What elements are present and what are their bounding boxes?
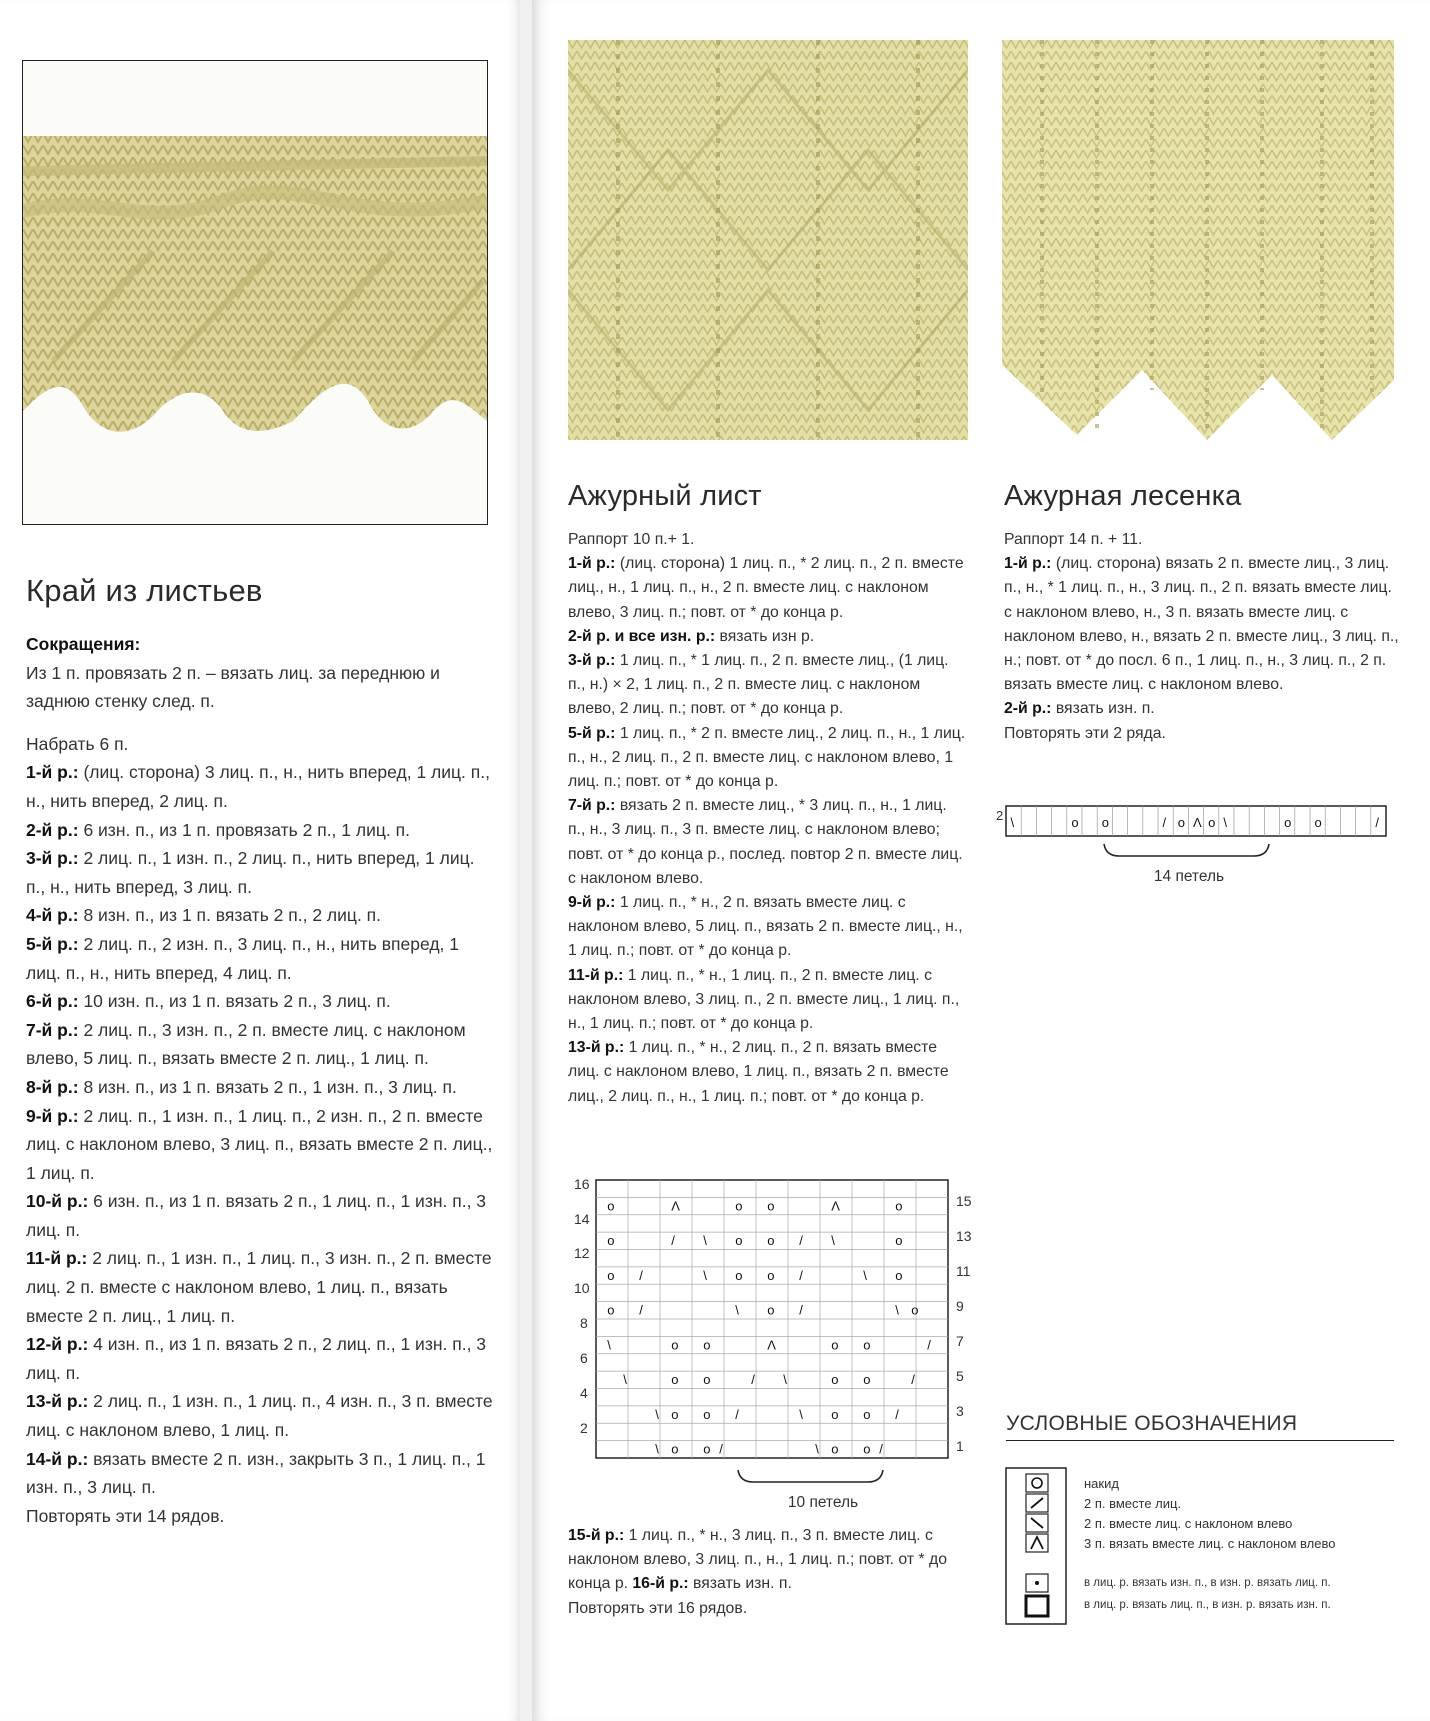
chart-symbol: \	[1223, 815, 1227, 830]
chart-symbol: o	[703, 1372, 711, 1388]
row-number: 15	[956, 1193, 972, 1209]
openwork-leaf-photo	[568, 40, 968, 440]
row-item: 6-й р.: 10 изн. п., из 1 п. вязать 2 п., 3 лиц. п.	[26, 991, 391, 1012]
row-item: 2-й р.: 6 изн. п., из 1 п. провязать 2 п., 1 лиц. п.	[26, 819, 410, 840]
chart-symbol: o	[1071, 815, 1079, 830]
row-number: 9	[956, 1298, 964, 1314]
row-item: 13-й р.: 1 лиц. п., * н., 2 лиц. п., 2 п. вязать вместе лиц. с наклоном влево, 1 лиц. п., вязать 2 п. вместе лиц., 2 лиц. п., н., 1 лиц. п.; повт. от * до конца р.	[568, 1039, 949, 1105]
ladder-chart	[994, 800, 1394, 870]
row-number: 3	[956, 1403, 964, 1419]
chart-symbol: o	[831, 1337, 839, 1353]
chart-symbol: o	[703, 1337, 711, 1353]
chart-symbol: /	[639, 1267, 643, 1283]
chart-symbol: o	[863, 1337, 871, 1353]
chart-symbol: Λ	[767, 1337, 776, 1353]
abbr-heading: Сокращения:	[26, 634, 141, 654]
chart-symbol: o	[671, 1372, 679, 1388]
chart-symbol: o	[735, 1233, 743, 1249]
row-item: 7-й р.: вязать 2 п. вместе лиц., * 3 лиц. п., н., 1 лиц. п., н., 3 лиц. п., 3 п. вместе лиц. с наклоном влево; повт. от * до конца р., послед. повтор 2 п. вместе лиц. с наклоном влево.	[568, 797, 963, 887]
row-item: 9-й р.: 2 лиц. п., 1 изн. п., 1 лиц. п., 2 изн. п., 2 п. вместе лиц. с наклоном влево, 3 лиц. п., вязать вместе 2 п. лиц., 1 лиц. п.	[26, 1105, 493, 1183]
chart-symbol: o	[1314, 815, 1322, 830]
row-number: 6	[580, 1350, 588, 1366]
chart-symbol: \	[783, 1372, 787, 1388]
chart-symbol: o	[767, 1233, 775, 1249]
chart-symbol: \	[895, 1302, 899, 1318]
middle-title: Ажурный лист	[568, 480, 762, 512]
row-item: 14-й р.: вязать вместе 2 п. изн., закрыть 3 п., 1 лиц. п., 1 изн. п., 3 лиц. п.	[26, 1448, 486, 1498]
chart-left-numbers	[574, 1176, 590, 1436]
repeat-text: Повторять эти 14 рядов.	[26, 1505, 225, 1526]
row-number: 7	[956, 1333, 964, 1349]
chart-symbol: /	[911, 1372, 915, 1388]
chart-symbol: /	[1162, 815, 1167, 830]
chart-symbol: Λ	[1192, 815, 1202, 830]
chart-symbol: o	[895, 1233, 903, 1249]
chart-symbol: o	[1208, 815, 1216, 830]
row-item: 2-й р. и все изн. р.: вязать изн р.	[568, 627, 815, 645]
chart-symbol: \	[703, 1267, 707, 1283]
row-item: 8-й р.: 8 изн. п., из 1 п. вязать 2 п., 1 изн. п., 3 лиц. п.	[26, 1076, 457, 1097]
row-number: 2	[996, 808, 1004, 823]
chart-symbol: /	[639, 1302, 643, 1318]
chart-symbol: o	[703, 1441, 711, 1457]
chart-symbol: o	[671, 1441, 679, 1457]
ladder-chart-caption: 14 петель	[1153, 868, 1225, 885]
chart-symbol: o	[895, 1198, 903, 1214]
chart-symbol: \	[607, 1337, 611, 1353]
legend-item: накид	[1084, 1476, 1119, 1491]
row-item: 10-й р.: 6 изн. п., из 1 п. вязать 2 п., 1 лиц. п., 1 изн. п., 3 лиц. п.	[26, 1191, 487, 1240]
chart-symbol: \	[735, 1302, 739, 1318]
chart-symbol: /	[895, 1406, 899, 1422]
leaf-edging-photo	[23, 61, 487, 524]
chart-symbol: o	[703, 1406, 711, 1422]
chart-symbol: \	[655, 1441, 659, 1457]
repeat-bracket	[1104, 844, 1269, 856]
row-item: 13-й р.: 2 лиц. п., 1 изн. п., 1 лиц. п., 4 изн. п., 3 п. вместе лиц. с наклоном влево, 1 лиц. п.	[26, 1391, 493, 1441]
right-instructions	[1004, 528, 1402, 746]
row-item: 2-й р.: вязать изн. п.	[1004, 700, 1155, 718]
chart-symbol: o	[1101, 815, 1109, 830]
row-number: 12	[574, 1245, 590, 1261]
middle-instructions	[568, 528, 968, 1109]
chart-symbol: \	[799, 1406, 803, 1422]
chart-symbol: o	[863, 1406, 871, 1422]
chart-symbol: /	[735, 1406, 739, 1422]
photo-frame	[22, 60, 488, 525]
chart-symbol: o	[863, 1441, 871, 1457]
chart-symbol: o	[831, 1406, 839, 1422]
chart-symbol: \	[655, 1406, 659, 1422]
legend-item: в лиц. р. вязать лиц. п., в изн. р. вязать изн. п.	[1084, 1599, 1331, 1611]
left-title: Край из листьев	[26, 573, 263, 608]
chart-symbol: /	[879, 1441, 883, 1457]
chart-symbol: /	[719, 1441, 723, 1457]
chart-symbol: \	[831, 1233, 835, 1249]
row16-label: 16-й р.:	[632, 1575, 689, 1593]
chart-symbol: /	[751, 1372, 755, 1388]
row-number: 5	[956, 1368, 964, 1384]
row-number: 8	[580, 1315, 588, 1331]
chart-symbol: o	[1177, 815, 1185, 830]
row-item: 7-й р.: 2 лиц. п., 3 изн. п., 2 п. вместе лиц. с наклоном влево, 5 лиц. п., вязать вместе 2 п. лиц., 1 лиц. п.	[26, 1019, 466, 1069]
chart-symbol: /	[799, 1302, 803, 1318]
row15-label: 15-й р.:	[568, 1527, 625, 1544]
row-item: 12-й р.: 4 изн. п., из 1 п. вязать 2 п., 2 лиц. п., 1 изн. п., 3 лиц. п.	[26, 1334, 487, 1383]
legend-title: УСЛОВНЫЕ ОБОЗНАЧЕНИЯ	[1006, 1412, 1298, 1435]
rapport-text: Раппорт 14 п. + 11.	[1004, 531, 1143, 548]
legend-item: 2 п. вместе лиц. с наклоном влево	[1084, 1516, 1293, 1531]
chart-symbol: o	[671, 1337, 679, 1353]
legend-symbols	[1004, 1466, 1068, 1626]
row-number: 16	[574, 1176, 590, 1192]
chart-symbol: o	[735, 1267, 743, 1283]
legend-divider	[1006, 1440, 1394, 1441]
chart-symbol: \	[1010, 815, 1015, 830]
row-number: 4	[580, 1385, 588, 1401]
row-number: 2	[580, 1420, 588, 1436]
chart-symbol: o	[767, 1267, 775, 1283]
chart-symbol: o	[607, 1233, 615, 1249]
row16-text: вязать изн. п.	[693, 1575, 792, 1593]
row-item: 5-й р.: 2 лиц. п., 2 изн. п., 3 лиц. п., н., нить вперед, 1 лиц. п., н., нить вперед, 4 лиц. п.	[26, 933, 460, 983]
row-item: 9-й р.: 1 лиц. п., * н., 2 п. вязать вместе лиц. с наклоном влево, 5 лиц. п., вязать 2 п. вместе лиц., н., 1 лиц. п.; повт. от * до конца р.	[568, 894, 963, 960]
chart-symbol: \	[815, 1441, 819, 1457]
row-item: 1-й р.: (лиц. сторона) 1 лиц. п., * 2 лиц. п., 2 п. вместе лиц., н., 1 лиц. п., н., 2 п. вместе лиц. с наклоном влево, 3 лиц. п.; повт. от * до конца р.	[568, 555, 964, 621]
chart-symbol: o	[863, 1372, 871, 1388]
left-page	[0, 0, 520, 1721]
chart-symbol: o	[607, 1198, 615, 1214]
chart-symbol: /	[799, 1267, 803, 1283]
leaf-chart-caption: 10 петель	[787, 1494, 859, 1511]
right-title: Ажурная лесенка	[1004, 480, 1242, 512]
left-instructions	[26, 630, 494, 1530]
row-item: 5-й р.: 1 лиц. п., * 2 п. вместе лиц., 2 лиц. п., н., 1 лиц. п., н., 2 лиц. п., 2 п. вместе лиц. с наклоном влево, 1 лиц. п.; повт. от * до конца р.	[568, 724, 966, 791]
chart-symbol: \	[703, 1233, 707, 1249]
middle-instructions-end	[568, 1524, 968, 1621]
row-item: 1-й р.: (лиц. сторона) вязать 2 п. вместе лиц., 3 лиц. п., н., * 1 лиц. п., н., 3 лиц. п., 2 п. вязать вместе лиц. с наклоном влево, н., 3 п. вязать вместе лиц. с наклоном влево, н., вязать 2 п. вместе лиц., 3 лиц. п., н.; повт. от * до посл. 6 п., 1 лиц. п., н., 3 лиц. п., 2 п. вязать вместе лиц. с наклоном влево.	[1004, 555, 1399, 694]
caston-text: Набрать 6 п.	[26, 733, 129, 754]
chart-symbol: o	[831, 1441, 839, 1457]
chart-symbol: /	[927, 1337, 931, 1353]
legend-item: 2 п. вместе лиц.	[1084, 1496, 1182, 1511]
right-page	[532, 0, 1430, 1721]
chart-symbol: o	[671, 1406, 679, 1422]
legend-item: в лиц. р. вязать изн. п., в изн. р. вязать лиц. п.	[1084, 1577, 1331, 1589]
chart-symbol: o	[1284, 815, 1292, 830]
chart-symbol: /	[1375, 815, 1379, 830]
legend-item: 3 п. вязать вместе лиц. с наклоном влево	[1084, 1536, 1336, 1551]
row-item: 4-й р.: 8 изн. п., из 1 п. вязать 2 п., 2 лиц. п.	[26, 905, 382, 926]
chart-symbol: o	[911, 1302, 919, 1318]
chart-symbol: o	[607, 1302, 615, 1318]
chart-symbol: /	[799, 1233, 803, 1249]
chart-symbol: \	[623, 1372, 627, 1388]
row-number: 10	[574, 1280, 590, 1296]
chart-symbol: \	[863, 1267, 867, 1283]
row-item: 11-й р.: 1 лиц. п., * н., 1 лиц. п., 2 п. вместе лиц. с наклоном влево, 3 лиц. п., 2 п. вместе лиц., 1 лиц. п., н., 1 лиц. п.; повт. от * до конца р.	[568, 966, 960, 1033]
chart-symbol: Λ	[671, 1198, 680, 1214]
row-item: 1-й р.: (лиц. сторона) 3 лиц. п., н., нить вперед, 1 лиц. п., н., нить вперед, 2 лиц. п.	[26, 762, 490, 811]
row-number: 11	[956, 1263, 971, 1279]
chart-right-numbers	[956, 1193, 972, 1454]
chart-symbol: o	[607, 1267, 615, 1283]
chart-symbol: o	[831, 1372, 839, 1388]
purl-dot-icon	[1035, 1581, 1039, 1585]
row-item: 3-й р.: 1 лиц. п., * 1 лиц. п., 2 п. вместе лиц., (1 лиц. п., н.) × 2, 1 лиц. п., 2 п. вместе лиц. с наклоном влево, 2 лиц. п.; повт. от * до конца р.	[568, 652, 949, 718]
row-number: 1	[956, 1438, 964, 1454]
row-item: 11-й р.: 2 лиц. п., 1 изн. п., 1 лиц. п., 3 изн. п., 2 п. вместе лиц. 2 п. вместе с наклоном влево, 1 лиц. п., вязать вместе 2 п. лиц., 1 лиц. п.	[26, 1248, 492, 1326]
row15-text: 1 лиц. п., * н., 3 лиц. п., 3 п. вместе лиц. с наклоном влево, 3 лиц. п., н., 1 лиц. п.; повт. от * до конца р.	[568, 1527, 948, 1593]
chart-symbol: /	[671, 1233, 675, 1249]
repeat-bracket	[738, 1470, 883, 1482]
row-number: 13	[956, 1228, 972, 1244]
row-number: 14	[574, 1211, 590, 1227]
abbr-text: Из 1 п. провязать 2 п. – вязать лиц. за переднюю и заднюю стенку след. п.	[26, 662, 440, 712]
chart-symbol: Λ	[831, 1198, 840, 1214]
leaf-chart	[568, 1170, 988, 1500]
chart-symbol: o	[767, 1198, 775, 1214]
chart-symbol: o	[895, 1267, 903, 1283]
openwork-ladder-photo	[1002, 40, 1394, 440]
row-item: 3-й р.: 2 лиц. п., 1 изн. п., 2 лиц. п., нить вперед, 1 лиц. п., н., нить вперед, 3 лиц. п.	[26, 848, 475, 897]
chart-symbol: o	[767, 1302, 775, 1318]
chart-symbol: o	[735, 1198, 743, 1214]
repeat-text: Повторять эти 2 ряда.	[1004, 724, 1166, 742]
repeat-text: Повторять эти 16 рядов.	[568, 1599, 748, 1617]
rapport-text: Раппорт 10 п.+ 1.	[568, 531, 695, 548]
